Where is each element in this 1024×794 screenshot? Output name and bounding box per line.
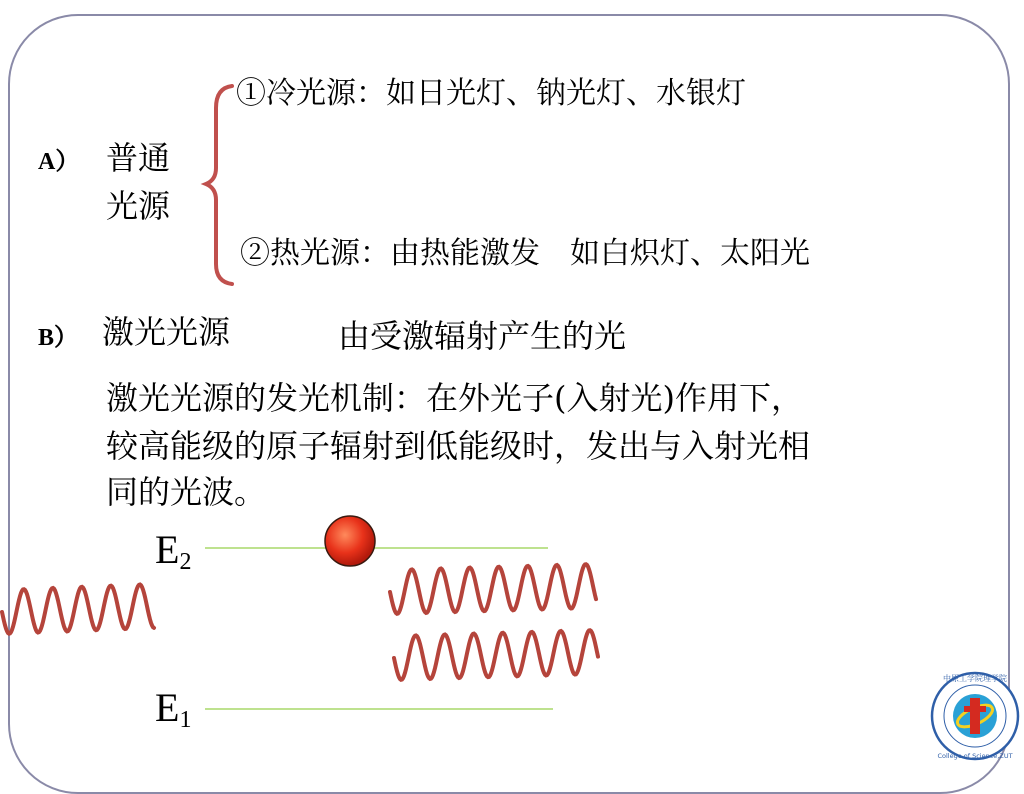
section-b-label: B）: [38, 325, 79, 351]
section-a-title-line1: 普通: [106, 139, 171, 177]
incoming-photon-wave: [2, 585, 154, 634]
section-b-title: 激光光源: [102, 313, 231, 351]
svg-text:College of Science,ZUT: College of Science,ZUT: [937, 752, 1013, 760]
cold-light-source-item: ①冷光源：如日光灯、钠光灯、水银灯: [236, 76, 746, 111]
section-a-label: A）: [38, 149, 80, 175]
svg-text:中原工学院理学院: 中原工学院理学院: [943, 674, 1007, 683]
atom: [325, 516, 375, 566]
mechanism-line-3: 同的光波。: [106, 473, 267, 511]
hot-light-source-item: ②热光源：由热能激发 如白炽灯、太阳光: [240, 236, 810, 271]
energy-level-e2-label: $E_2$: [155, 527, 192, 575]
emitted-photon-wave-upper: [390, 564, 596, 614]
college-logo: [932, 673, 1018, 760]
section-a-title-line2: 光源: [106, 187, 171, 225]
energy-level-e1-label: $E_1$: [155, 685, 192, 733]
section-b-description: 由受激辐射产生的光: [338, 317, 627, 355]
emitted-photon-wave-lower: [394, 630, 598, 680]
curly-brace: [206, 86, 232, 284]
mechanism-line-2: 较高能级的原子辐射到低能级时，发出与入射光相: [106, 427, 811, 465]
mechanism-line-1: 激光光源的发光机制：在外光子(入射光)作用下，: [106, 379, 803, 417]
